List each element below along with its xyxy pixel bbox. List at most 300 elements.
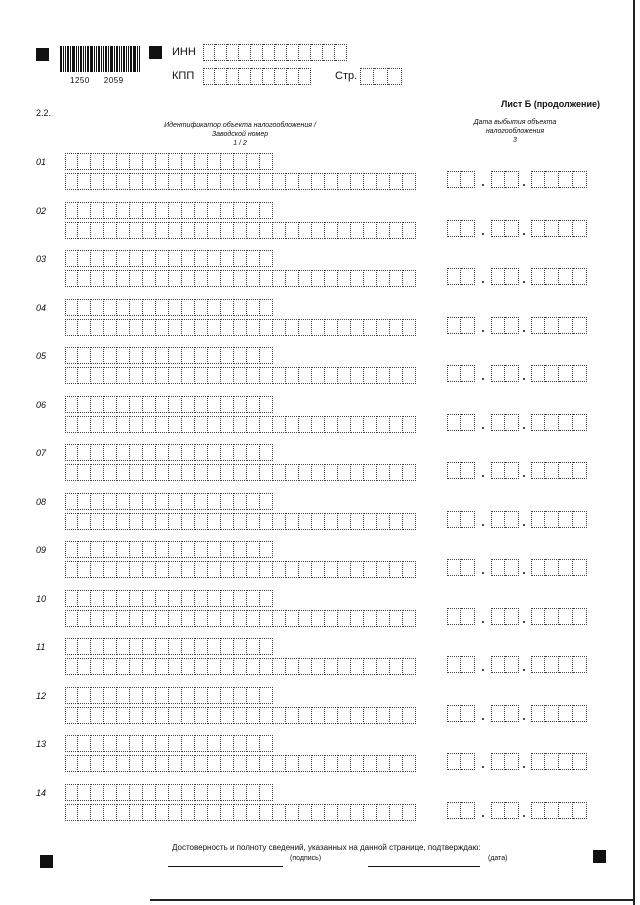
identifier-cell[interactable] — [221, 367, 234, 384]
date-month-field[interactable] — [491, 705, 519, 722]
identifier-cell[interactable] — [325, 319, 338, 336]
date-cell[interactable] — [545, 171, 559, 188]
identifier-field-line2[interactable] — [65, 222, 416, 239]
identifier-cell[interactable] — [390, 561, 403, 578]
date-year-field[interactable] — [531, 559, 587, 576]
identifier-cell[interactable] — [91, 299, 104, 316]
identifier-cell[interactable] — [299, 610, 312, 627]
date-year-field[interactable] — [531, 365, 587, 382]
identifier-cell[interactable] — [299, 319, 312, 336]
identifier-cell[interactable] — [91, 658, 104, 675]
identifier-cell[interactable] — [312, 464, 325, 481]
identifier-cell[interactable] — [273, 319, 286, 336]
identifier-cell[interactable] — [169, 222, 182, 239]
identifier-cell[interactable] — [78, 173, 91, 190]
identifier-cell[interactable] — [338, 367, 351, 384]
date-cell[interactable] — [531, 317, 545, 334]
identifier-cell[interactable] — [247, 687, 260, 704]
identifier-cell[interactable] — [169, 561, 182, 578]
identifier-cell[interactable] — [260, 590, 273, 607]
identifier-cell[interactable] — [221, 202, 234, 219]
identifier-cell[interactable] — [65, 735, 78, 752]
identifier-cell[interactable] — [364, 464, 377, 481]
identifier-cell[interactable] — [208, 687, 221, 704]
date-cell[interactable] — [559, 656, 573, 673]
identifier-cell[interactable] — [104, 590, 117, 607]
identifier-cell[interactable] — [182, 367, 195, 384]
identifier-cell[interactable] — [117, 804, 130, 821]
identifier-cell[interactable] — [195, 299, 208, 316]
date-cell[interactable] — [461, 268, 475, 285]
identifier-cell[interactable] — [208, 299, 221, 316]
identifier-cell[interactable] — [195, 707, 208, 724]
identifier-cell[interactable] — [286, 367, 299, 384]
identifier-cell[interactable] — [234, 804, 247, 821]
identifier-cell[interactable] — [208, 202, 221, 219]
identifier-cell[interactable] — [234, 687, 247, 704]
identifier-cell[interactable] — [65, 610, 78, 627]
identifier-cell[interactable] — [390, 319, 403, 336]
identifier-cell[interactable] — [91, 153, 104, 170]
identifier-cell[interactable] — [143, 804, 156, 821]
identifier-cell[interactable] — [247, 153, 260, 170]
identifier-cell[interactable] — [78, 541, 91, 558]
identifier-cell[interactable] — [91, 804, 104, 821]
identifier-cell[interactable] — [208, 367, 221, 384]
identifier-cell[interactable] — [403, 270, 416, 287]
identifier-cell[interactable] — [260, 464, 273, 481]
identifier-cell[interactable] — [195, 541, 208, 558]
identifier-cell[interactable] — [325, 658, 338, 675]
identifier-cell[interactable] — [65, 173, 78, 190]
identifier-cell[interactable] — [351, 464, 364, 481]
identifier-cell[interactable] — [208, 707, 221, 724]
identifier-cell[interactable] — [221, 541, 234, 558]
date-cell[interactable] — [505, 705, 519, 722]
identifier-cell[interactable] — [221, 464, 234, 481]
identifier-cell[interactable] — [143, 784, 156, 801]
identifier-cell[interactable] — [286, 222, 299, 239]
identifier-cell[interactable] — [130, 590, 143, 607]
inn-digit-cell[interactable] — [239, 44, 251, 61]
identifier-field-line2[interactable] — [65, 464, 416, 481]
identifier-cell[interactable] — [234, 464, 247, 481]
page-digit-cell[interactable] — [374, 68, 388, 85]
date-day-field[interactable] — [447, 511, 475, 528]
date-cell[interactable] — [461, 317, 475, 334]
identifier-cell[interactable] — [273, 464, 286, 481]
identifier-cell[interactable] — [130, 347, 143, 364]
identifier-cell[interactable] — [182, 590, 195, 607]
identifier-cell[interactable] — [78, 784, 91, 801]
identifier-cell[interactable] — [104, 784, 117, 801]
identifier-cell[interactable] — [78, 464, 91, 481]
date-cell[interactable] — [505, 220, 519, 237]
identifier-cell[interactable] — [286, 270, 299, 287]
date-cell[interactable] — [505, 268, 519, 285]
date-cell[interactable] — [461, 462, 475, 479]
identifier-cell[interactable] — [104, 658, 117, 675]
identifier-cell[interactable] — [403, 513, 416, 530]
identifier-cell[interactable] — [221, 590, 234, 607]
date-cell[interactable] — [505, 802, 519, 819]
date-cell[interactable] — [531, 511, 545, 528]
identifier-cell[interactable] — [338, 319, 351, 336]
identifier-field-line1[interactable] — [65, 299, 273, 316]
identifier-cell[interactable] — [117, 610, 130, 627]
identifier-cell[interactable] — [221, 784, 234, 801]
identifier-cell[interactable] — [143, 416, 156, 433]
date-year-field[interactable] — [531, 268, 587, 285]
identifier-cell[interactable] — [117, 784, 130, 801]
identifier-cell[interactable] — [91, 396, 104, 413]
identifier-cell[interactable] — [299, 222, 312, 239]
identifier-cell[interactable] — [247, 707, 260, 724]
identifier-cell[interactable] — [182, 173, 195, 190]
identifier-cell[interactable] — [390, 804, 403, 821]
identifier-cell[interactable] — [390, 367, 403, 384]
identifier-cell[interactable] — [221, 444, 234, 461]
identifier-cell[interactable] — [299, 658, 312, 675]
date-cell[interactable] — [447, 317, 461, 334]
identifier-cell[interactable] — [260, 755, 273, 772]
date-cell[interactable] — [505, 462, 519, 479]
date-cell[interactable] — [505, 559, 519, 576]
identifier-cell[interactable] — [130, 270, 143, 287]
identifier-cell[interactable] — [221, 416, 234, 433]
identifier-cell[interactable] — [377, 173, 390, 190]
identifier-cell[interactable] — [312, 270, 325, 287]
identifier-cell[interactable] — [104, 222, 117, 239]
identifier-cell[interactable] — [130, 367, 143, 384]
identifier-cell[interactable] — [91, 707, 104, 724]
identifier-cell[interactable] — [403, 804, 416, 821]
identifier-cell[interactable] — [78, 658, 91, 675]
identifier-cell[interactable] — [247, 464, 260, 481]
identifier-cell[interactable] — [247, 299, 260, 316]
identifier-cell[interactable] — [208, 153, 221, 170]
identifier-cell[interactable] — [377, 270, 390, 287]
identifier-cell[interactable] — [325, 561, 338, 578]
identifier-cell[interactable] — [234, 153, 247, 170]
identifier-cell[interactable] — [403, 173, 416, 190]
identifier-cell[interactable] — [156, 153, 169, 170]
identifier-cell[interactable] — [195, 222, 208, 239]
date-cell[interactable] — [545, 365, 559, 382]
date-cell[interactable] — [573, 802, 587, 819]
date-cell[interactable] — [559, 365, 573, 382]
date-day-field[interactable] — [447, 414, 475, 431]
identifier-cell[interactable] — [117, 416, 130, 433]
identifier-field-line1[interactable] — [65, 153, 273, 170]
identifier-cell[interactable] — [351, 270, 364, 287]
identifier-cell[interactable] — [117, 250, 130, 267]
identifier-cell[interactable] — [65, 270, 78, 287]
identifier-cell[interactable] — [208, 513, 221, 530]
identifier-cell[interactable] — [156, 804, 169, 821]
identifier-cell[interactable] — [234, 270, 247, 287]
identifier-cell[interactable] — [169, 513, 182, 530]
identifier-cell[interactable] — [221, 493, 234, 510]
identifier-cell[interactable] — [299, 270, 312, 287]
identifier-cell[interactable] — [338, 270, 351, 287]
identifier-cell[interactable] — [91, 493, 104, 510]
date-cell[interactable] — [491, 462, 505, 479]
identifier-cell[interactable] — [169, 270, 182, 287]
identifier-cell[interactable] — [247, 804, 260, 821]
date-cell[interactable] — [491, 753, 505, 770]
date-cell[interactable] — [461, 365, 475, 382]
identifier-cell[interactable] — [299, 367, 312, 384]
identifier-cell[interactable] — [117, 561, 130, 578]
identifier-cell[interactable] — [338, 513, 351, 530]
identifier-cell[interactable] — [78, 250, 91, 267]
date-cell[interactable] — [531, 608, 545, 625]
date-cell[interactable] — [531, 559, 545, 576]
identifier-cell[interactable] — [117, 638, 130, 655]
identifier-cell[interactable] — [143, 658, 156, 675]
identifier-cell[interactable] — [208, 561, 221, 578]
identifier-cell[interactable] — [65, 396, 78, 413]
identifier-cell[interactable] — [195, 493, 208, 510]
date-cell[interactable] — [491, 802, 505, 819]
identifier-cell[interactable] — [195, 755, 208, 772]
identifier-cell[interactable] — [182, 707, 195, 724]
identifier-cell[interactable] — [390, 222, 403, 239]
identifier-cell[interactable] — [403, 658, 416, 675]
date-cell[interactable] — [491, 414, 505, 431]
identifier-cell[interactable] — [195, 202, 208, 219]
identifier-cell[interactable] — [91, 541, 104, 558]
identifier-cell[interactable] — [104, 319, 117, 336]
identifier-cell[interactable] — [390, 513, 403, 530]
identifier-cell[interactable] — [247, 173, 260, 190]
identifier-cell[interactable] — [377, 610, 390, 627]
identifier-cell[interactable] — [221, 153, 234, 170]
identifier-cell[interactable] — [234, 416, 247, 433]
date-cell[interactable] — [559, 559, 573, 576]
kpp-digit-cell[interactable] — [203, 68, 215, 85]
date-cell[interactable] — [491, 365, 505, 382]
identifier-cell[interactable] — [338, 173, 351, 190]
identifier-cell[interactable] — [247, 493, 260, 510]
identifier-cell[interactable] — [234, 707, 247, 724]
identifier-cell[interactable] — [195, 270, 208, 287]
date-month-field[interactable] — [491, 268, 519, 285]
identifier-cell[interactable] — [65, 638, 78, 655]
identifier-cell[interactable] — [260, 561, 273, 578]
date-year-field[interactable] — [531, 414, 587, 431]
identifier-cell[interactable] — [325, 804, 338, 821]
identifier-cell[interactable] — [104, 638, 117, 655]
identifier-cell[interactable] — [234, 590, 247, 607]
identifier-cell[interactable] — [91, 347, 104, 364]
identifier-cell[interactable] — [143, 561, 156, 578]
identifier-cell[interactable] — [169, 444, 182, 461]
identifier-cell[interactable] — [208, 804, 221, 821]
identifier-cell[interactable] — [364, 319, 377, 336]
identifier-field-line2[interactable] — [65, 610, 416, 627]
identifier-cell[interactable] — [78, 299, 91, 316]
identifier-cell[interactable] — [260, 687, 273, 704]
identifier-cell[interactable] — [325, 610, 338, 627]
identifier-cell[interactable] — [182, 222, 195, 239]
identifier-cell[interactable] — [65, 707, 78, 724]
identifier-cell[interactable] — [130, 804, 143, 821]
date-cell[interactable] — [531, 705, 545, 722]
identifier-cell[interactable] — [351, 222, 364, 239]
date-cell[interactable] — [545, 511, 559, 528]
date-cell[interactable] — [545, 705, 559, 722]
date-cell[interactable] — [531, 802, 545, 819]
identifier-cell[interactable] — [143, 250, 156, 267]
identifier-cell[interactable] — [104, 270, 117, 287]
identifier-cell[interactable] — [221, 687, 234, 704]
identifier-cell[interactable] — [247, 590, 260, 607]
identifier-field-line1[interactable] — [65, 638, 273, 655]
identifier-cell[interactable] — [273, 173, 286, 190]
identifier-cell[interactable] — [156, 367, 169, 384]
identifier-cell[interactable] — [78, 270, 91, 287]
identifier-field-line2[interactable] — [65, 173, 416, 190]
identifier-cell[interactable] — [117, 755, 130, 772]
kpp-field[interactable] — [203, 68, 311, 85]
date-cell[interactable] — [559, 220, 573, 237]
identifier-cell[interactable] — [208, 444, 221, 461]
identifier-cell[interactable] — [156, 735, 169, 752]
date-cell[interactable] — [573, 559, 587, 576]
date-cell[interactable] — [531, 365, 545, 382]
identifier-cell[interactable] — [91, 735, 104, 752]
identifier-cell[interactable] — [65, 590, 78, 607]
date-cell[interactable] — [545, 802, 559, 819]
identifier-cell[interactable] — [78, 222, 91, 239]
identifier-cell[interactable] — [195, 173, 208, 190]
identifier-cell[interactable] — [130, 319, 143, 336]
identifier-cell[interactable] — [221, 299, 234, 316]
identifier-cell[interactable] — [78, 202, 91, 219]
identifier-cell[interactable] — [260, 416, 273, 433]
identifier-cell[interactable] — [338, 464, 351, 481]
identifier-cell[interactable] — [117, 513, 130, 530]
identifier-cell[interactable] — [234, 222, 247, 239]
identifier-cell[interactable] — [169, 735, 182, 752]
identifier-cell[interactable] — [325, 464, 338, 481]
identifier-field-line1[interactable] — [65, 784, 273, 801]
identifier-cell[interactable] — [91, 513, 104, 530]
identifier-cell[interactable] — [234, 755, 247, 772]
date-cell[interactable] — [531, 753, 545, 770]
kpp-digit-cell[interactable] — [251, 68, 263, 85]
identifier-cell[interactable] — [403, 319, 416, 336]
date-cell[interactable] — [531, 414, 545, 431]
identifier-field-line1[interactable] — [65, 396, 273, 413]
identifier-cell[interactable] — [390, 707, 403, 724]
identifier-cell[interactable] — [169, 299, 182, 316]
identifier-cell[interactable] — [403, 464, 416, 481]
identifier-cell[interactable] — [234, 493, 247, 510]
identifier-cell[interactable] — [91, 202, 104, 219]
date-month-field[interactable] — [491, 802, 519, 819]
date-cell[interactable] — [447, 656, 461, 673]
identifier-cell[interactable] — [377, 707, 390, 724]
identifier-cell[interactable] — [286, 416, 299, 433]
identifier-cell[interactable] — [104, 347, 117, 364]
identifier-cell[interactable] — [247, 541, 260, 558]
identifier-cell[interactable] — [104, 202, 117, 219]
identifier-cell[interactable] — [104, 804, 117, 821]
identifier-cell[interactable] — [286, 173, 299, 190]
identifier-cell[interactable] — [130, 735, 143, 752]
identifier-cell[interactable] — [65, 416, 78, 433]
identifier-cell[interactable] — [208, 250, 221, 267]
identifier-cell[interactable] — [169, 367, 182, 384]
identifier-cell[interactable] — [143, 687, 156, 704]
identifier-cell[interactable] — [169, 250, 182, 267]
identifier-cell[interactable] — [208, 319, 221, 336]
identifier-cell[interactable] — [143, 638, 156, 655]
identifier-cell[interactable] — [260, 541, 273, 558]
identifier-cell[interactable] — [364, 561, 377, 578]
identifier-cell[interactable] — [221, 707, 234, 724]
date-year-field[interactable] — [531, 608, 587, 625]
identifier-cell[interactable] — [78, 804, 91, 821]
identifier-cell[interactable] — [260, 396, 273, 413]
identifier-cell[interactable] — [143, 367, 156, 384]
identifier-cell[interactable] — [208, 416, 221, 433]
identifier-cell[interactable] — [234, 610, 247, 627]
identifier-cell[interactable] — [104, 493, 117, 510]
identifier-cell[interactable] — [208, 784, 221, 801]
identifier-cell[interactable] — [143, 202, 156, 219]
identifier-cell[interactable] — [182, 493, 195, 510]
identifier-cell[interactable] — [351, 367, 364, 384]
identifier-cell[interactable] — [65, 687, 78, 704]
identifier-cell[interactable] — [351, 561, 364, 578]
identifier-cell[interactable] — [247, 513, 260, 530]
identifier-cell[interactable] — [117, 202, 130, 219]
identifier-cell[interactable] — [117, 299, 130, 316]
identifier-cell[interactable] — [247, 250, 260, 267]
identifier-field-line2[interactable] — [65, 561, 416, 578]
identifier-cell[interactable] — [221, 513, 234, 530]
date-cell[interactable] — [491, 559, 505, 576]
identifier-cell[interactable] — [338, 707, 351, 724]
date-cell[interactable] — [559, 268, 573, 285]
identifier-cell[interactable] — [65, 367, 78, 384]
identifier-cell[interactable] — [91, 367, 104, 384]
date-cell[interactable] — [491, 705, 505, 722]
identifier-cell[interactable] — [195, 250, 208, 267]
identifier-cell[interactable] — [195, 319, 208, 336]
identifier-cell[interactable] — [130, 416, 143, 433]
identifier-cell[interactable] — [91, 590, 104, 607]
identifier-cell[interactable] — [91, 464, 104, 481]
date-day-field[interactable] — [447, 220, 475, 237]
identifier-cell[interactable] — [247, 416, 260, 433]
date-month-field[interactable] — [491, 317, 519, 334]
identifier-cell[interactable] — [195, 347, 208, 364]
identifier-cell[interactable] — [182, 687, 195, 704]
date-day-field[interactable] — [447, 268, 475, 285]
identifier-cell[interactable] — [351, 610, 364, 627]
identifier-cell[interactable] — [169, 173, 182, 190]
identifier-cell[interactable] — [247, 319, 260, 336]
identifier-cell[interactable] — [234, 367, 247, 384]
identifier-cell[interactable] — [195, 513, 208, 530]
identifier-cell[interactable] — [78, 153, 91, 170]
identifier-cell[interactable] — [65, 755, 78, 772]
